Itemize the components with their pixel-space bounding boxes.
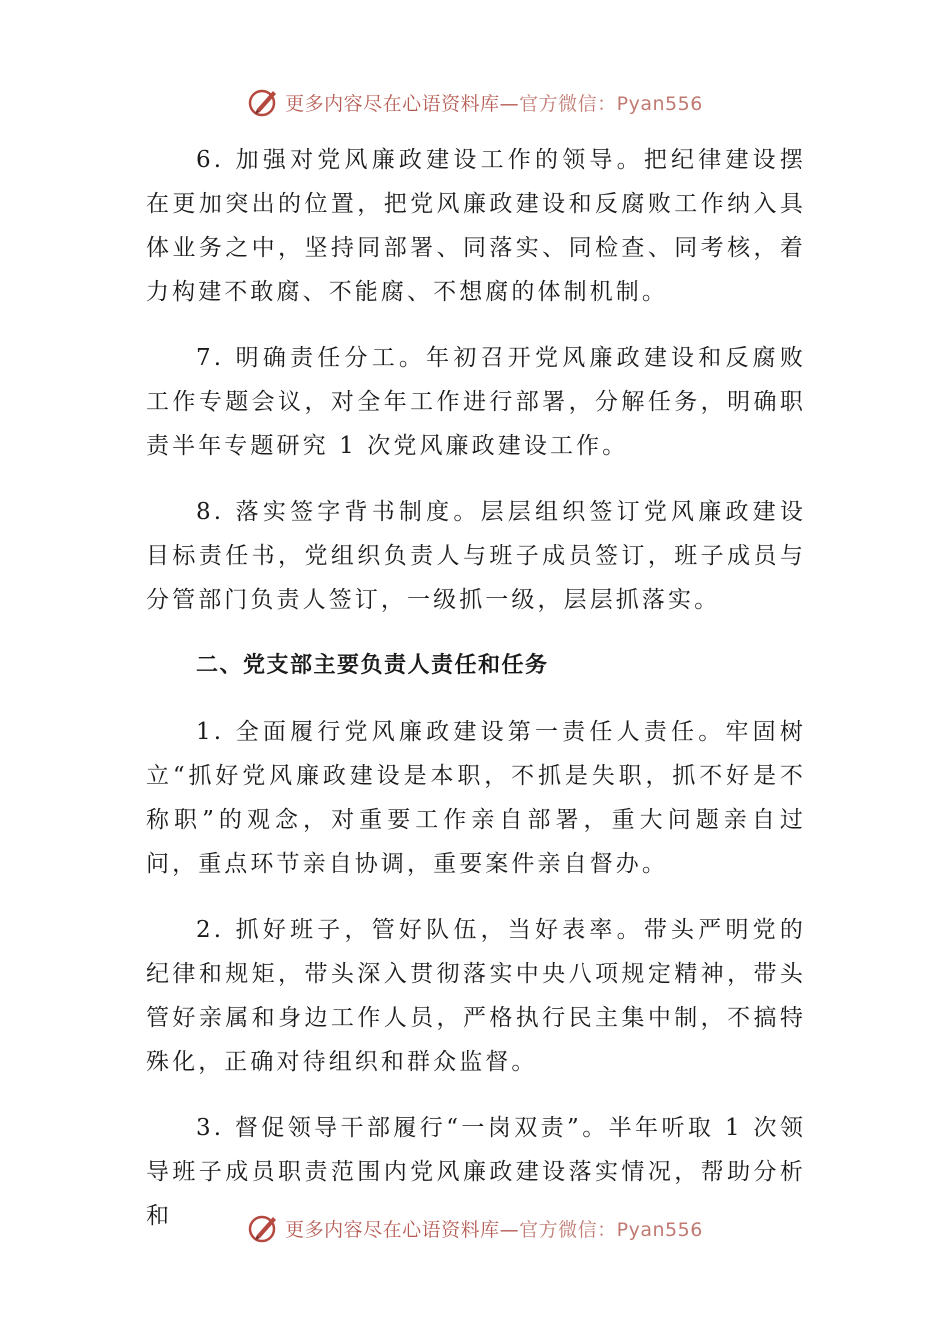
banner-text: 更多内容尽在心语资料库— <box>285 92 520 115</box>
document-body <box>146 138 806 1260</box>
paragraph-item-8: 8. 落实签字背书制度。层层组织签订党风廉政建设目标责任书，党组织负责人与班子成员签订，班子成员与分管部门负责人签订，一级抓一级，层层抓落实。 <box>146 499 806 613</box>
paragraph-item-6: 6. 加强对党风廉政建设工作的领导。把纪律建设摆在更加突出的位置，把党风廉政建设和反腐败工作纳入具体业务之中，坚持同部署、同落实、同检查、同考核，着力构建不敢腐、不能腐、不想腐的体制机制。 <box>146 147 806 305</box>
banner-wechat: 官方微信：Pyan556 <box>519 92 703 115</box>
paragraph-item-2: 2. 抓好班子，管好队伍，当好表率。带头严明党的纪律和规矩，带头深入贯彻落实中央八项规定精神，带头管好亲属和身边工作人员，严格执行民主集中制，不搞特殊化，正确对待组织和群众监督。 <box>146 917 806 1075</box>
pen-logo-icon <box>247 1211 281 1245</box>
header-watermark-banner <box>0 82 950 122</box>
footer-watermark-banner <box>0 1208 950 1248</box>
banner-wechat: 官方微信：Pyan556 <box>519 1218 703 1241</box>
section-heading: 二、党支部主要负责人责任和任务 <box>196 653 549 678</box>
paragraph-item-1: 1. 全面履行党风廉政建设第一责任人责任。牢固树立“抓好党风廉政建设是本职，不抓是失职，抓不好是不称职”的观念，对重要工作亲自部署，重大问题亲自过问，重点环节亲自协调，重要案件亲自督办。 <box>146 719 806 877</box>
paragraph-item-3: 3. 督促领导干部履行“一岗双责”。半年听取 1 次领导班子成员职责范围内党风廉政建设落实情况，帮助分析和 <box>146 1115 806 1229</box>
paragraph-item-7: 7. 明确责任分工。年初召开党风廉政建设和反腐败工作专题会议，对全年工作进行部署，分解任务，明确职责半年专题研究 1 次党风廉政建设工作。 <box>146 345 806 459</box>
pen-logo-icon <box>247 85 281 119</box>
banner-text: 更多内容尽在心语资料库— <box>285 1218 520 1241</box>
